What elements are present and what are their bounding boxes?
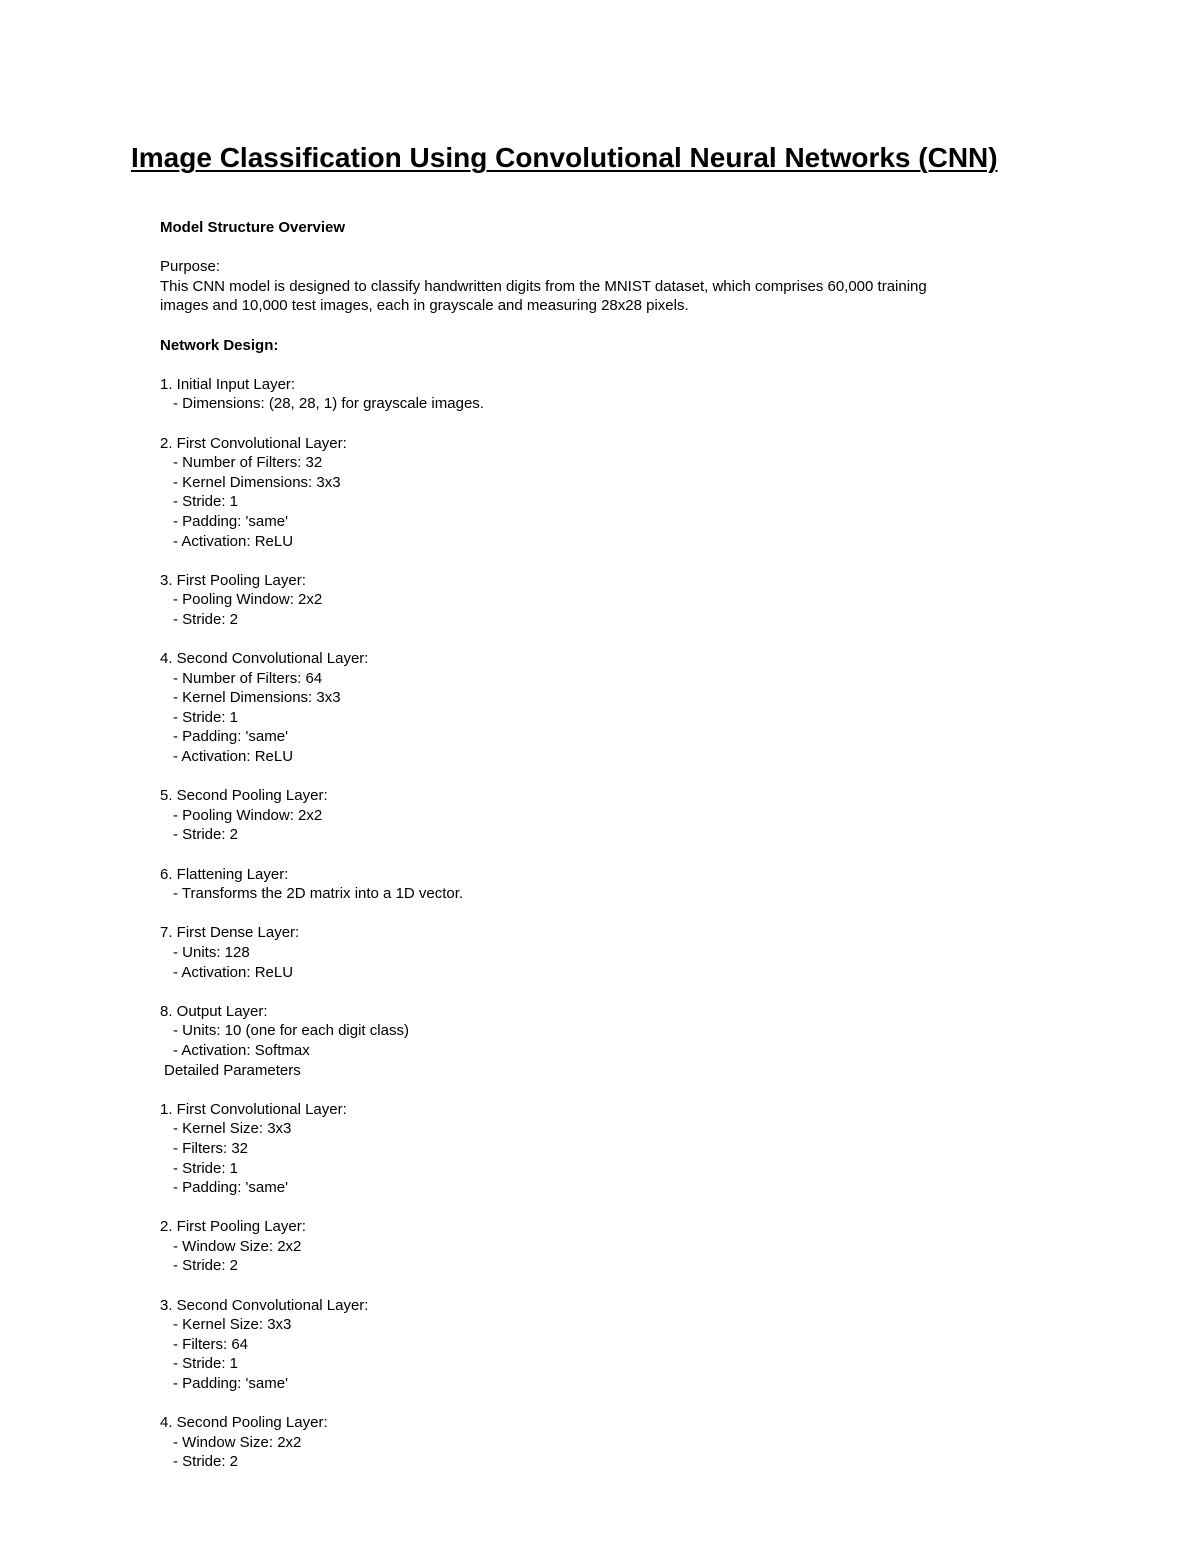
layer-detail: - Kernel Size: 3x3 (173, 1120, 292, 1138)
layer-detail: - Units: 10 (one for each digit class) (173, 1022, 409, 1040)
layer-detail: - Activation: ReLU (173, 532, 294, 550)
layer-title: 3. Second Convolutional Layer: (160, 1296, 369, 1314)
document-body (160, 218, 1040, 1472)
network-design-heading: Network Design: (160, 336, 279, 354)
layer-detail: - Stride: 1 (173, 1355, 239, 1373)
spacer (160, 355, 1040, 375)
layer-title: 2. First Convolutional Layer: (160, 434, 347, 452)
layer-detail: - Kernel Size: 3x3 (173, 1316, 292, 1334)
layer-title: 2. First Pooling Layer: (160, 1218, 306, 1236)
layer-title: 1. First Convolutional Layer: (160, 1100, 347, 1118)
layer-detail: - Kernel Dimensions: 3x3 (173, 689, 341, 707)
network-layer-item (160, 571, 1040, 630)
layer-title: 3. First Pooling Layer: (160, 571, 306, 589)
layer-detail: - Units: 128 (173, 943, 250, 961)
layer-detail: - Window Size: 2x2 (173, 1433, 302, 1451)
spacer (160, 238, 1040, 258)
layer-title: 7. First Dense Layer: (160, 924, 300, 942)
spacer (160, 1080, 1040, 1100)
layer-detail: - Padding: 'same' (173, 1375, 288, 1393)
network-layer-item (160, 375, 1040, 414)
layer-detail: - Stride: 2 (173, 1257, 239, 1275)
layer-title: 4. Second Convolutional Layer: (160, 650, 369, 668)
purpose-text-line: This CNN model is designed to classify handwritten digits from the MNIST dataset, which comprises 60,000 training (160, 277, 927, 295)
layer-detail: - Kernel Dimensions: 3x3 (173, 473, 341, 491)
layer-title: 5. Second Pooling Layer: (160, 787, 328, 805)
layer-detail: - Filters: 32 (173, 1139, 249, 1157)
layer-title: 4. Second Pooling Layer: (160, 1414, 328, 1432)
parameter-layer-item (160, 1413, 1040, 1472)
parameter-layer-item (160, 1217, 1040, 1276)
layer-detail: - Activation: Softmax (173, 1041, 310, 1059)
document-title: Image Classification Using Convolutional Neural Networks (CNN) (131, 142, 998, 173)
layer-detail: - Activation: ReLU (173, 963, 294, 981)
layer-title: 8. Output Layer: (160, 1002, 268, 1020)
purpose-label: Purpose: (160, 258, 221, 276)
layer-detail: - Transforms the 2D matrix into a 1D vector. (173, 885, 464, 903)
network-layer-list (160, 375, 1040, 1061)
parameter-layer-list (160, 1100, 1040, 1472)
detailed-parameters-heading: Detailed Parameters (164, 1061, 301, 1079)
layer-detail: - Stride: 1 (173, 1159, 239, 1177)
layer-detail: - Stride: 1 (173, 708, 239, 726)
overview-heading: Model Structure Overview (160, 219, 346, 236)
layer-detail: - Activation: ReLU (173, 748, 294, 766)
network-layer-item (160, 923, 1040, 982)
layer-detail: - Stride: 2 (173, 826, 239, 844)
parameter-layer-item (160, 1100, 1040, 1198)
layer-detail: - Pooling Window: 2x2 (173, 591, 323, 609)
purpose-text-line: images and 10,000 test images, each in grayscale and measuring 28x28 pixels. (160, 297, 689, 315)
layer-detail: - Dimensions: (28, 28, 1) for grayscale images. (173, 395, 484, 413)
layer-detail: - Stride: 1 (173, 493, 239, 511)
layer-detail: - Padding: 'same' (173, 728, 288, 746)
layer-detail: - Number of Filters: 64 (173, 669, 323, 687)
layer-title: 1. Initial Input Layer: (160, 375, 296, 393)
layer-title: 6. Flattening Layer: (160, 865, 289, 883)
layer-detail: - Stride: 2 (173, 1453, 239, 1471)
layer-detail: - Pooling Window: 2x2 (173, 806, 323, 824)
network-layer-item (160, 1002, 1040, 1061)
spacer (160, 316, 1040, 336)
layer-detail: - Padding: 'same' (173, 1179, 288, 1197)
network-layer-item (160, 786, 1040, 845)
layer-detail: - Window Size: 2x2 (173, 1237, 302, 1255)
layer-detail: - Padding: 'same' (173, 512, 288, 530)
layer-detail: - Number of Filters: 32 (173, 454, 323, 472)
layer-detail: - Stride: 2 (173, 610, 239, 628)
network-layer-item (160, 649, 1040, 767)
network-layer-item (160, 434, 1040, 552)
layer-detail: - Filters: 64 (173, 1335, 249, 1353)
parameter-layer-item (160, 1296, 1040, 1394)
network-layer-item (160, 865, 1040, 904)
